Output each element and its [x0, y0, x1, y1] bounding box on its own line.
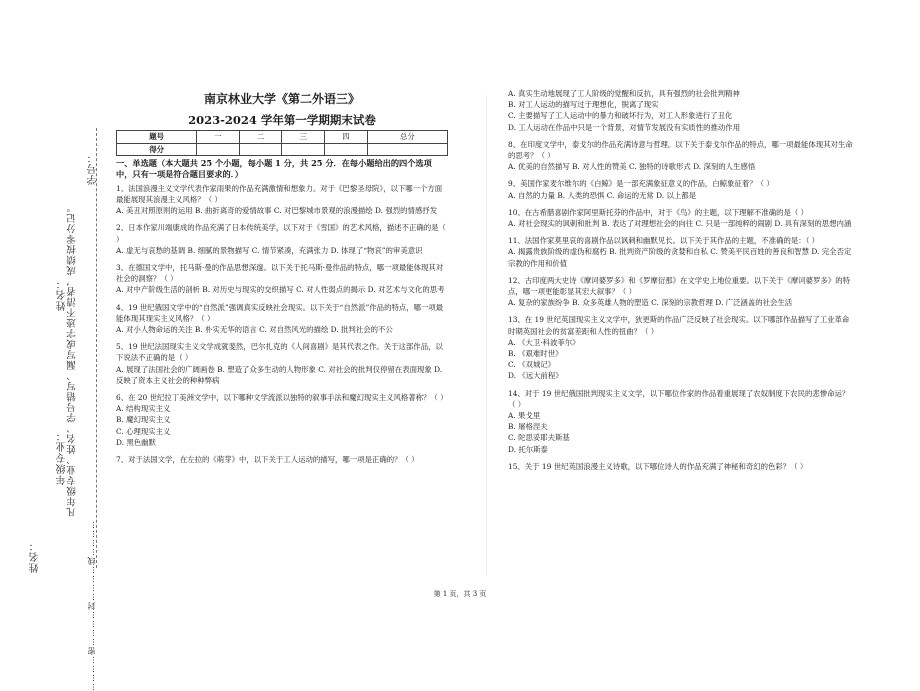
question-item — [508, 207, 856, 229]
answer-option: A. 《大卫·科波菲尔》 — [508, 337, 580, 347]
question-stem: 6、在 20 世纪拉丁美洲文学中，以下哪种文学流派以独特的叙事手法和魔幻现实主义风格著称？（ ） — [116, 393, 448, 403]
answer-option: A. 真实生动地展现了工人阶级的觉醒和反抗，具有强烈的社会批判精神 — [508, 89, 740, 98]
score-cell: 得分 — [117, 143, 197, 155]
question-stem: 8、在印度文学中，泰戈尔的作品充满诗意与哲理。以下关于泰戈尔作品的特点，哪一项最能体现其对生命的思考？（ ） — [508, 139, 853, 161]
score-input-cell[interactable] — [367, 143, 447, 155]
answer-option: A. 美丑对照原则的运用 B. 曲折离奇的爱情故事 C. 对巴黎城市景观的浪漫描绘 D. 强烈的情感抒发 — [116, 206, 438, 216]
question-stem: 12、古印度两大史诗《摩诃婆罗多》和《罗摩衍那》在文学史上地位重要。以下关于《摩诃婆罗多》的特点，哪一项更能彰显其宏大叙事？（ ） — [508, 275, 850, 297]
answer-option: B. 《艰难时世》 — [508, 349, 563, 359]
answer-option: B. 魔幻现实主义 — [116, 415, 171, 425]
question-stem: 1、法国浪漫主义文学代表作家雨果的作品充满激情和想象力。对于《巴黎圣母院》，以下哪一个方面最能展现其浪漫主义风格？（ ） — [116, 183, 443, 205]
seal-line-text: …………密…………封…………线………… — [87, 520, 96, 691]
score-cell: 三 — [282, 131, 325, 143]
answer-option: D. 托尔斯泰 — [508, 444, 548, 454]
question-item — [508, 235, 856, 269]
page-footer: 第 1 页，共 3 页 — [433, 590, 487, 598]
question-item — [508, 388, 856, 455]
answer-option: B. 对工人运动的描写过于理想化，脱离了现实 — [508, 100, 659, 110]
answer-option: D. 《远大前程》 — [508, 371, 563, 381]
right-column — [508, 88, 856, 478]
question-stem: 3、在德国文学中，托马斯·曼的作品思想深邃。以下关于托马斯·曼作品的特点，哪一项最能体现其对社会的洞察？（ ） — [116, 263, 444, 284]
question-item — [508, 314, 856, 381]
binding-instruction: 凡年级专业、姓名、学号错写、漏写或字迹不清者，成绩按零分记。 — [67, 202, 78, 517]
question-stem: 2、日本作家川端康成的作品充满了日本传统美学，以下对于《雪国》的艺术风格，描述不正确的是（ ） — [116, 223, 446, 244]
name-label: 姓名： — [57, 278, 68, 311]
question-item — [116, 262, 448, 296]
question-item — [116, 341, 448, 386]
section-heading: 一、单选题（本大题共 25 个小题，每小题 1 分，共 25 分．在每小题给出的四个选项中，只有一项是符合题目要求的．） — [116, 157, 432, 180]
question-item — [508, 88, 856, 133]
column-divider — [486, 95, 487, 575]
seat-name-label: 姓名： — [30, 540, 41, 573]
answer-option: C. 主要描写了工人运动中的暴力和破坏行为，对工人形象进行了丑化 — [508, 111, 733, 121]
question-stem: 10、在古希腊喜剧作家阿里斯托芬的作品中，对于《鸟》的主题，以下理解不准确的是（ ） — [508, 207, 808, 217]
question-stem: 4、19 世纪俄国文学中的“自然派”强调真实反映社会现实。以下关于“自然派”作品的特点，哪一项最能体现其现实主义风格？（ ） — [116, 302, 444, 323]
answer-option: A. 展现了法国社会的广阔画卷 B. 塑造了众多生动的人物形象 C. 对社会的批判仅停留在表面现象 D. 反映了资本主义社会的种种弊病 — [116, 364, 443, 385]
question-item — [508, 275, 856, 309]
score-input-cell[interactable] — [325, 143, 368, 155]
question-stem: 13、在 19 世纪英国现实主义文学中，狄更斯的作品广泛反映了社会现实。以下哪部作品描写了工业革命时期英国社会的贫富差距和人性的扭曲？（ ） — [508, 315, 850, 336]
left-column — [116, 90, 448, 471]
answer-option: A. 揭露贵族阶级的虚伪和腐朽 B. 批判资产阶级的贪婪和自私 C. 赞美平民百姓的善良和智慧 D. 完全否定宗教的作用和价值 — [508, 247, 852, 268]
question-item — [508, 461, 856, 472]
answer-option: A. 虚无与哀愁的基调 B. 细腻的景物描写 C. 情节紧凑，充满张力 D. 体现了“物哀”的审美意识 — [116, 245, 423, 255]
answer-option: A. 对中产阶级生活的剖析 B. 对历史与现实的交织描写 C. 对人性弱点的揭示 D. 对艺术与文化的思考 — [116, 285, 445, 295]
answer-option: B. 屠格涅夫 — [508, 422, 548, 432]
score-cell: 题号 — [117, 131, 197, 143]
answer-option: A. 对社会现实的讽刺和批判 B. 表达了对理想社会的向往 C. 只是一部纯粹的闹剧 D. 具有深刻的思想内涵 — [508, 219, 852, 229]
answer-option: C. 陀思妥耶夫斯基 — [508, 433, 570, 443]
exam-title: 2023-2024 学年第一学期期末试卷 — [188, 113, 376, 128]
answer-option: A. 复杂的家族纷争 B. 众多英雄人物的塑造 C. 深刻的宗教哲理 D. 广泛涵盖的社会生活 — [508, 298, 793, 308]
score-cell: 总分 — [367, 131, 447, 143]
question-item — [508, 139, 856, 173]
question-stem: 9、美国作家麦尔维尔的《白鲸》是一部充满象征意义的作品，白鲸象征着？（ ） — [508, 179, 774, 189]
question-item — [116, 392, 448, 448]
question-item — [508, 178, 856, 200]
answer-option: C. 《双城记》 — [508, 360, 556, 370]
left-questions — [116, 183, 448, 465]
answer-option: A. 结构现实主义 — [116, 404, 171, 414]
question-stem: 14、对于 19 世纪俄国批判现实主义文学，以下哪位作家的作品着重展现了农奴制度下农民的悲惨命运？（ ） — [508, 388, 850, 409]
answer-option: C. 心理现实主义 — [116, 426, 171, 436]
answer-option: D. 工人运动在作品中只是一个背景，对情节发展没有实质性的推动作用 — [508, 122, 741, 132]
score-table — [116, 130, 448, 155]
score-table-score-row — [117, 143, 448, 155]
score-cell: 一 — [197, 131, 240, 143]
score-input-cell[interactable] — [282, 143, 325, 155]
question-stem: 15、关于 19 世纪英国浪漫主义诗歌，以下哪位诗人的作品充满了神秘和奇幻的色彩？（ ） — [508, 461, 808, 471]
answer-option: A. 果戈里 — [508, 411, 541, 421]
score-cell: 二 — [239, 131, 282, 143]
question-stem: 5、19 世纪法国现实主义文学成就斐然，巴尔扎克的《人间喜剧》是其代表之作。关于这部作品，以下说法不正确的是（ ） — [116, 342, 443, 363]
student-id-label: 学号： — [88, 152, 99, 185]
answer-option: D. 黑色幽默 — [116, 437, 156, 447]
question-item — [116, 302, 448, 336]
university-title: 南京林业大学《第二外语三》 — [203, 92, 360, 106]
score-input-cell[interactable] — [239, 143, 282, 155]
score-input-cell[interactable] — [197, 143, 240, 155]
answer-option: A. 自然的力量 B. 人类的恐惧 C. 命运的无常 D. 以上都是 — [508, 190, 697, 200]
answer-option: A. 对小人物命运的关注 B. 朴实无华的语言 C. 对自然风光的描绘 D. 批判社会的不公 — [116, 325, 393, 335]
question-stem: 7、对于法国文学，在左拉的《萌芽》中，以下关于工人运动的描写，哪一项是正确的？（ ） — [116, 455, 419, 465]
question-item — [116, 183, 448, 217]
score-cell: 四 — [325, 131, 368, 143]
grade-major-label: 年级专业： — [57, 430, 68, 485]
right-questions — [508, 88, 856, 472]
question-item — [116, 454, 448, 465]
score-table-header-row — [117, 131, 448, 143]
binding-line — [96, 128, 97, 568]
question-stem: 11、法国作家莫里哀的喜剧作品以讽刺和幽默见长。以下关于其作品的主题，不准确的是：（ ） — [508, 236, 820, 246]
answer-option: A. 优美的自然描写 B. 对人性的赞美 C. 独特的诗歌形式 D. 深刻的人生感悟 — [508, 162, 756, 172]
question-item — [116, 222, 448, 256]
